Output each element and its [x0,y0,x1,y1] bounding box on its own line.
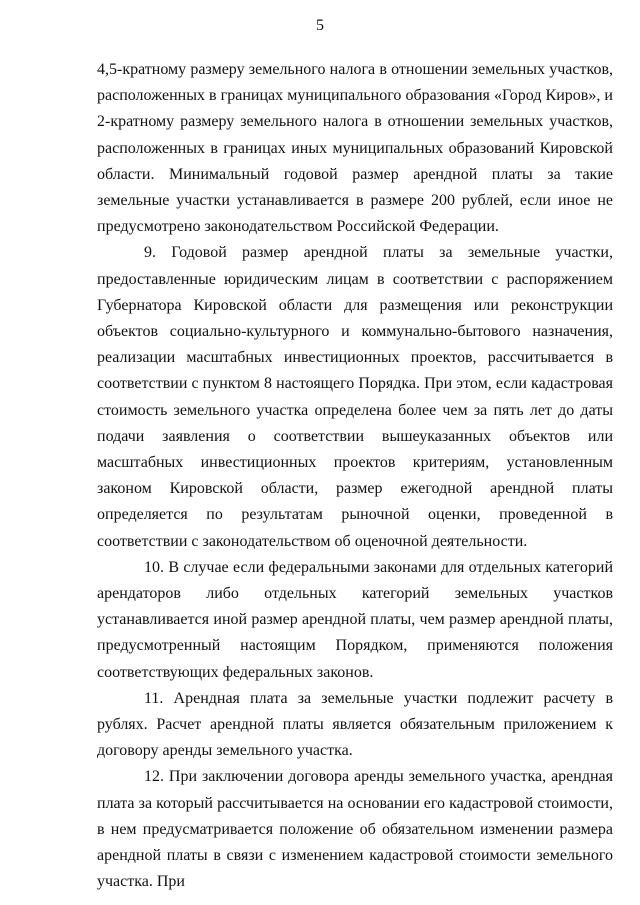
paragraph-item-12: 12. При заключении договора аренды земельного участка, арендная плата за который рассчитывается на основании его кадастровой стоимости, в нем предусматривается положение об обязательном изменении размера арендной платы в связи с изменением кадастровой стоимости земельного участка. При [97,768,613,891]
paragraph-item-11: 11. Арендная плата за земельные участки подлежит расчету в рублях. Расчет арендной платы является обязательным приложением к договору аренды земельного участка. [97,689,613,760]
paragraph-item-9: 9. Годовой размер арендной платы за земельные участки, предоставленные юридическим лицам в соответствии с распоряжением Губернатора Кировской области для размещения или реконструкции объектов социально-культурного и коммунально-бытового назначения, реализации масштабных инвестиционных проектов, рассчитывается в соответствии с пунктом 8 настоящего Порядка. При этом, если кадастровая стоимость земельного участка определена более чем за пять лет до даты подачи заявления о соответствии вышеуказанных объектов или масштабных инвестиционных проектов критериям, установленным законом Кировской области, размер ежегодной арендной платы определяется по результатам рыночной оценки, проведенной в соответствии с законодательством об оценочной деятельности. [97,244,613,550]
paragraph-item-10: 10. В случае если федеральными законами для отдельных категорий арендаторов либо отдельных категорий земельных участков устанавливается иной размер арендной платы, чем размер арендной платы, предусмотренный настоящим Порядком, применяются положения соответствующих федеральных законов. [97,558,613,681]
document-body [97,57,613,896]
page-number: 5 [316,17,324,34]
paragraph-continuation: 4,5-кратному размеру земельного налога в отношении земельных участков, расположенных в границах муниципального образования «Город Киров», и 2-кратному размеру земельного налога в отношении земельных участков, расположенных в границах иных муниципальных образований Кировской области. Минимальный годовой размер арендной платы за такие земельные участки устанавливается в размере 200 рублей, если иное не предусмотрено законодательством Российской Федерации. [97,61,613,236]
